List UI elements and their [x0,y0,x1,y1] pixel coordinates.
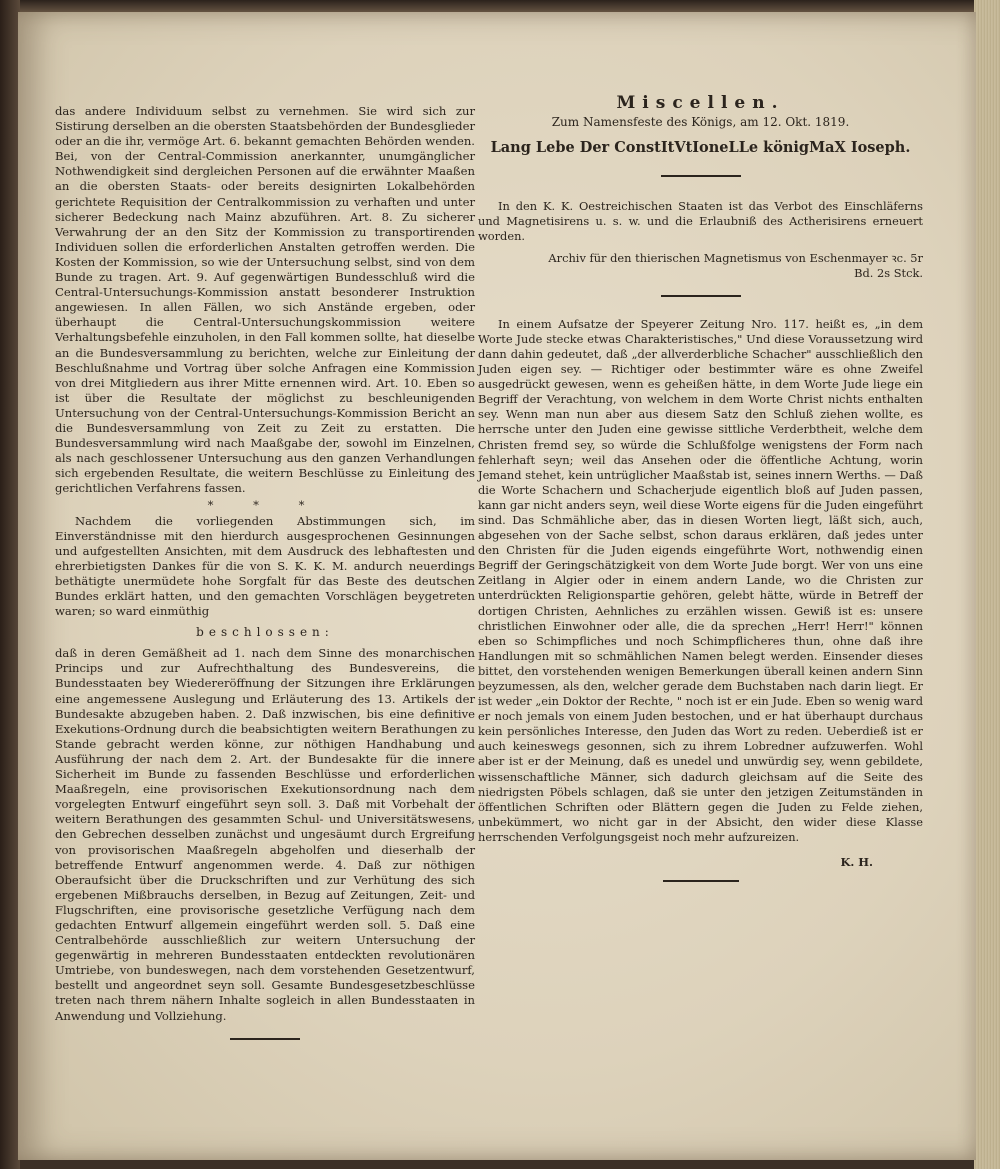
left-end-rule [230,1038,300,1040]
page-stack-edge [974,0,1000,1169]
king-motto: Lang Lebe Der ConstItVtIoneLLe königMaX Ioseph. [490,139,911,157]
right-end-rule [663,880,739,882]
right-column [478,93,923,882]
notice-rule [661,295,741,297]
book-spine-edge [0,0,20,1169]
jews-article: In einem Aufsatze der Speyerer Zeitung Nro. 117. heißt es, „in dem Worte Jude stecke etwas Charakteristisches," Und diese Voraussetzung wird dann dahin gedeutet, daß „der allverderbliche Schacher" ausschließlich den Juden eigen sey. — Richtiger oder bestimmter wäre es ohne Zweifel ausgedrückt gewesen, wenn es geheißen hätte, in dem Worte Jude liege ein Begriff der Verachtung, von welchem in dem Worte Christ nichts enthalten sey. Wenn man nun aber aus diesem Satz den Schluß ziehen wollte, es herrsche unter den Juden eine gewisse sittliche Verderbtheit, welche dem Christen fremd sey, so würde die Schlußfolge wenigstens der Form nach fehlerhaft seyn; weil das Ansehen oder die öffentliche Achtung, worin Jemand stehet, kein untrüglicher Maaßstab ist, seines innern Werths. — Daß die Worte Schachern und Schacherjude eigentlich bloß auf Juden passen, kann gar nicht anders seyn, weil diese Worte eigens für die Juden eingeführt sind. Das Schmähliche aber, das in diesen Worten liegt, läßt sich, auch, abgesehen von der Sache selbst, schon daraus erklären, daß jedes unter den Christen für die Juden eigends eingeführte Wort, nothwendig einen Begriff der Geringschätzigkeit von dem Worte Jude borgt. Wer von uns eine Zeitlang in Algier oder in einem andern Lande, wo die Christen zur unterdrückten Religionspartie gehören, gelebt hätte, würde in Betreff der dortigen Christen, Aehnliches zu erzählen wissen. Gewiß ist es: unsere christlichen Einwohner oder alle, die da sprechen „Herr! Herr!" können eben so Schimpfliches und noch Schimpflicheres thun, ohne daß ihre Handlungen mit so schmählichen Namen belegt werden. Einsender dieses bittet, den vorstehenden wenigen Bemerkungen überall keinen andern Sinn beyzumessen, als den, welcher gerade dem Buchstaben nach darin liegt. Er ist weder „ein Doktor der Rechte, " noch ist er ein Jude. Eben so wenig ward er noch jemals von einem Juden bestochen, und er hat überhaupt durchaus kein persönliches Interesse, den Juden das Wort zu reden. Ueberdieß ist er auch keineswegs gesonnen, sich zu ihrem Lobredner aufzuwerfen. Wohl aber ist er der Meinung, daß es unedel und unwürdig sey, wenn gebildete, wissenschaftliche Männer, sich dadurch gleichsam auf die Seite des niedrigsten Pöbels schlagen, daß sie unter den jetzigen Zeitumständen in öffentlichen Schriften oder Blättern gegen die Juden zu Felde ziehen, unbekümmert, wo nicht gar in der Absicht, den wider diese Klasse herrschenden Verfolgungsgeist noch mehr aufzureizen. [478,316,923,844]
left-paragraph-1: das andere Individuum selbst zu vernehmen. Sie wird sich zur Sistirung derselben an die obersten Staatsbehörden der Bundesglieder oder an die ihr, vermöge Art. 6. bekannt gemachten Behörden wenden. Bei, von der Central-Commission anerkannter, unumgänglicher Nothwendigkeit sind dergleichen Personen auf die erwähnter Maaßen an die obersten Staats- oder bereits designirten Lokalbehörden gerichtete Requisition der Centralkommission zu verhaften und unter sicherer Bedeckung nach Mainz abzuführen. Art. 8. Zu sicherer Verwahrung der an den Sitz der Kommission zu transportirenden Individuen sollen die erforderlichen Anstalten getroffen werden. Die Kosten der Kommission, so wie der Untersuchung selbst, sind von dem Bunde zu tragen. Art. 9. Auf gegenwärtigen Bundesschluß wird die Central-Untersuchungs-Kommission anstatt besonderer Instruktion angewiesen. In allen Fällen, wo sich Anstände ergeben, oder überhaupt die Central-Untersuchungskommission weitere Verhaltungsbefehle einzuholen, in den Fall kommen sollte, hat dieselbe an die Bundesversammlung zu berichten, welche zur Einleitung der Beschlußnahme und Vortrag über solche Anfragen eine Kommission von drei Mitgliedern aus ihrer Mitte ernennen wird. Art. 10. Eben so ist über die Resultate der möglichst zu beschleunigenden Untersuchung von der Central-Untersuchungs-Kommission Bericht an die Bundesversammlung von Zeit zu Zeit zu erstatten. Die Bundesversammlung wird nach Maaßgabe der, sowohl im Einzelnen, als nach geschlossener Untersuchung aus den ganzen Verhandlungen sich ergebenden Resultate, die weitern Beschlüsse zu Einleitung des gerichtlichen Verfahrens fassen. [55,104,475,496]
magnetism-notice: In den K. K. Oestreichischen Staaten ist das Verbot des Einschläferns und Magnetisirens u. s. w. und die Erlaubniß des Actherisirens erneuert worden. [478,199,923,244]
section-separator-stars: * * * [207,498,323,513]
left-paragraph-3: daß in deren Gemäßheit ad 1. nach dem Sinne des monarchischen Princips und zur Aufrechthaltung des Bundesvereins, die Bundesstaaten bey Wiedereröffnung der Sitzungen ihre Erklärungen eine angemessene Auslegung und Erläuterung des 13. Artikels der Bundesakte abzugeben haben. 2. Daß inzwischen, bis eine definitive Exekutions-Ordnung durch die beabsichtigten weitern Berathungen zu Stande gebracht werden könne, zur nöthigen Handhabung und Ausführung der nach dem 2. Art. der Bundesakte für die innere Sicherheit im Bunde zu fassenden Beschlüsse und erforderlichen Maaßregeln, eine provisorischen Exekutionsordnung nach dem vorgelegten Entwurf eingeführt seyn soll. 3. Daß mit Vorbehalt der weitern Berathungen des gesammten Schul- und Universitätswesens, den Gebrechen desselben zunächst und ungesäumt durch Ergreifung von provisorischen Maaßregeln abgeholfen und dieserhalb der betreffende Entwurf angenommen werde. 4. Daß zur nöthigen Oberaufsicht über die Druckschriften und zur Verhütung des sich ergebenen Mißbrauchs derselben, in Bezug auf Zeitungen, Zeit- und Flugschriften, eine provisorische gesetzliche Verfügung nach dem gedachten Entwurf allgemein eingeführt werden soll. 5. Daß eine Centralbehörde ausschließlich zur weitern Untersuchung der gegenwärtig in mehreren Bundesstaaten entdeckten revolutionären Umtriebe, von bundeswegen, nach dem vorstehenden Gesetzentwurf, bestellt und angeordnet seyn soll. Gesamte Bundesgesetzbeschlüsse treten nach threm nähern Inhalte sogleich in allen Bundesstaaten in Anwendung und Vollziehung. [55,646,475,1023]
decided-heading: beschlossen: [196,625,334,640]
left-column [55,104,475,1040]
newspaper-page [18,12,976,1160]
notice-source: Archiv für den thierischen Magnetismus von Eschenmayer ꝛc. 5r Bd. 2s Stck. [548,250,923,280]
article-signature: K. H. [840,855,873,870]
name-day-subheading: Zum Namensfeste des Königs, am 12. Okt. 1819. [551,115,850,130]
section-heading: Miscellen. [616,93,785,113]
motto-rule [661,175,741,177]
left-paragraph-2: Nachdem die vorliegenden Abstimmungen sich, im Einverständnisse mit den hierdurch ausgesprochenen Gesinnungen und aufgestellten Ansichten, mit dem Ausdruck des lebhaftesten und ehrerbietigsten Dankes für die von S. K. K. M. andurch neuerdings bethätigte unermüdete hohe Sorgfalt für das Beste des deutschen Bundes erklärt hatten, und den gemachten Vorschlägen beygetreten waren; so ward einmüthig [55,513,475,619]
